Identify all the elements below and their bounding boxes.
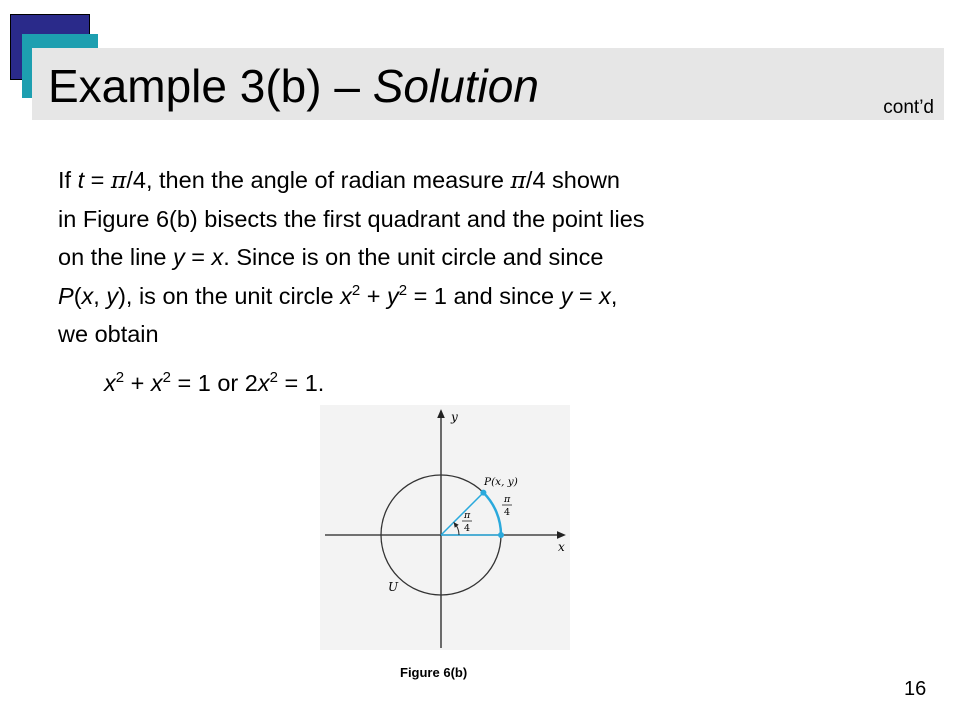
- equation: $x^2 + x^2 = 1$ or $2x^2 = 1$.: [104, 369, 325, 396]
- radius-line: [441, 493, 483, 535]
- angle-den: 4: [464, 523, 471, 534]
- angle-arrow-icon: [454, 522, 459, 528]
- arc-pi-over-4: [483, 493, 501, 535]
- arc-num: π: [504, 494, 511, 505]
- body-line-2: in Figure 6(b) bisects the first quadrant and the point lies: [58, 205, 645, 232]
- unit-circle-figure: [320, 405, 570, 650]
- body-line-3: on the line y = x. Since is on the unit circle and since: [58, 244, 604, 270]
- arc-den: 4: [504, 507, 511, 518]
- continued-label: cont’d: [883, 97, 934, 118]
- body-line-5: we obtain: [58, 321, 159, 347]
- unit-circle-diagram: [320, 405, 570, 650]
- circle-label: U: [388, 580, 399, 594]
- body-line-4: P(x, y), is on the unit circle $x^2 + y^2 = 1$ and since y = x,: [58, 281, 618, 309]
- y-axis-label: y: [451, 410, 458, 424]
- page-number: 16: [904, 678, 927, 700]
- body-line-1: If t = π/4, then the angle of radian measure π/4 shown: [58, 166, 620, 194]
- angle-num: π: [464, 510, 471, 521]
- point-label: P(x, y): [484, 476, 518, 488]
- x-axis-label: x: [558, 540, 565, 554]
- slide-title: Example 3(b) – Solution: [48, 60, 539, 112]
- point-one: [498, 532, 504, 538]
- point-p: [480, 490, 486, 496]
- figure-caption: Figure 6(b): [400, 665, 468, 680]
- body-paragraph: [58, 161, 888, 354]
